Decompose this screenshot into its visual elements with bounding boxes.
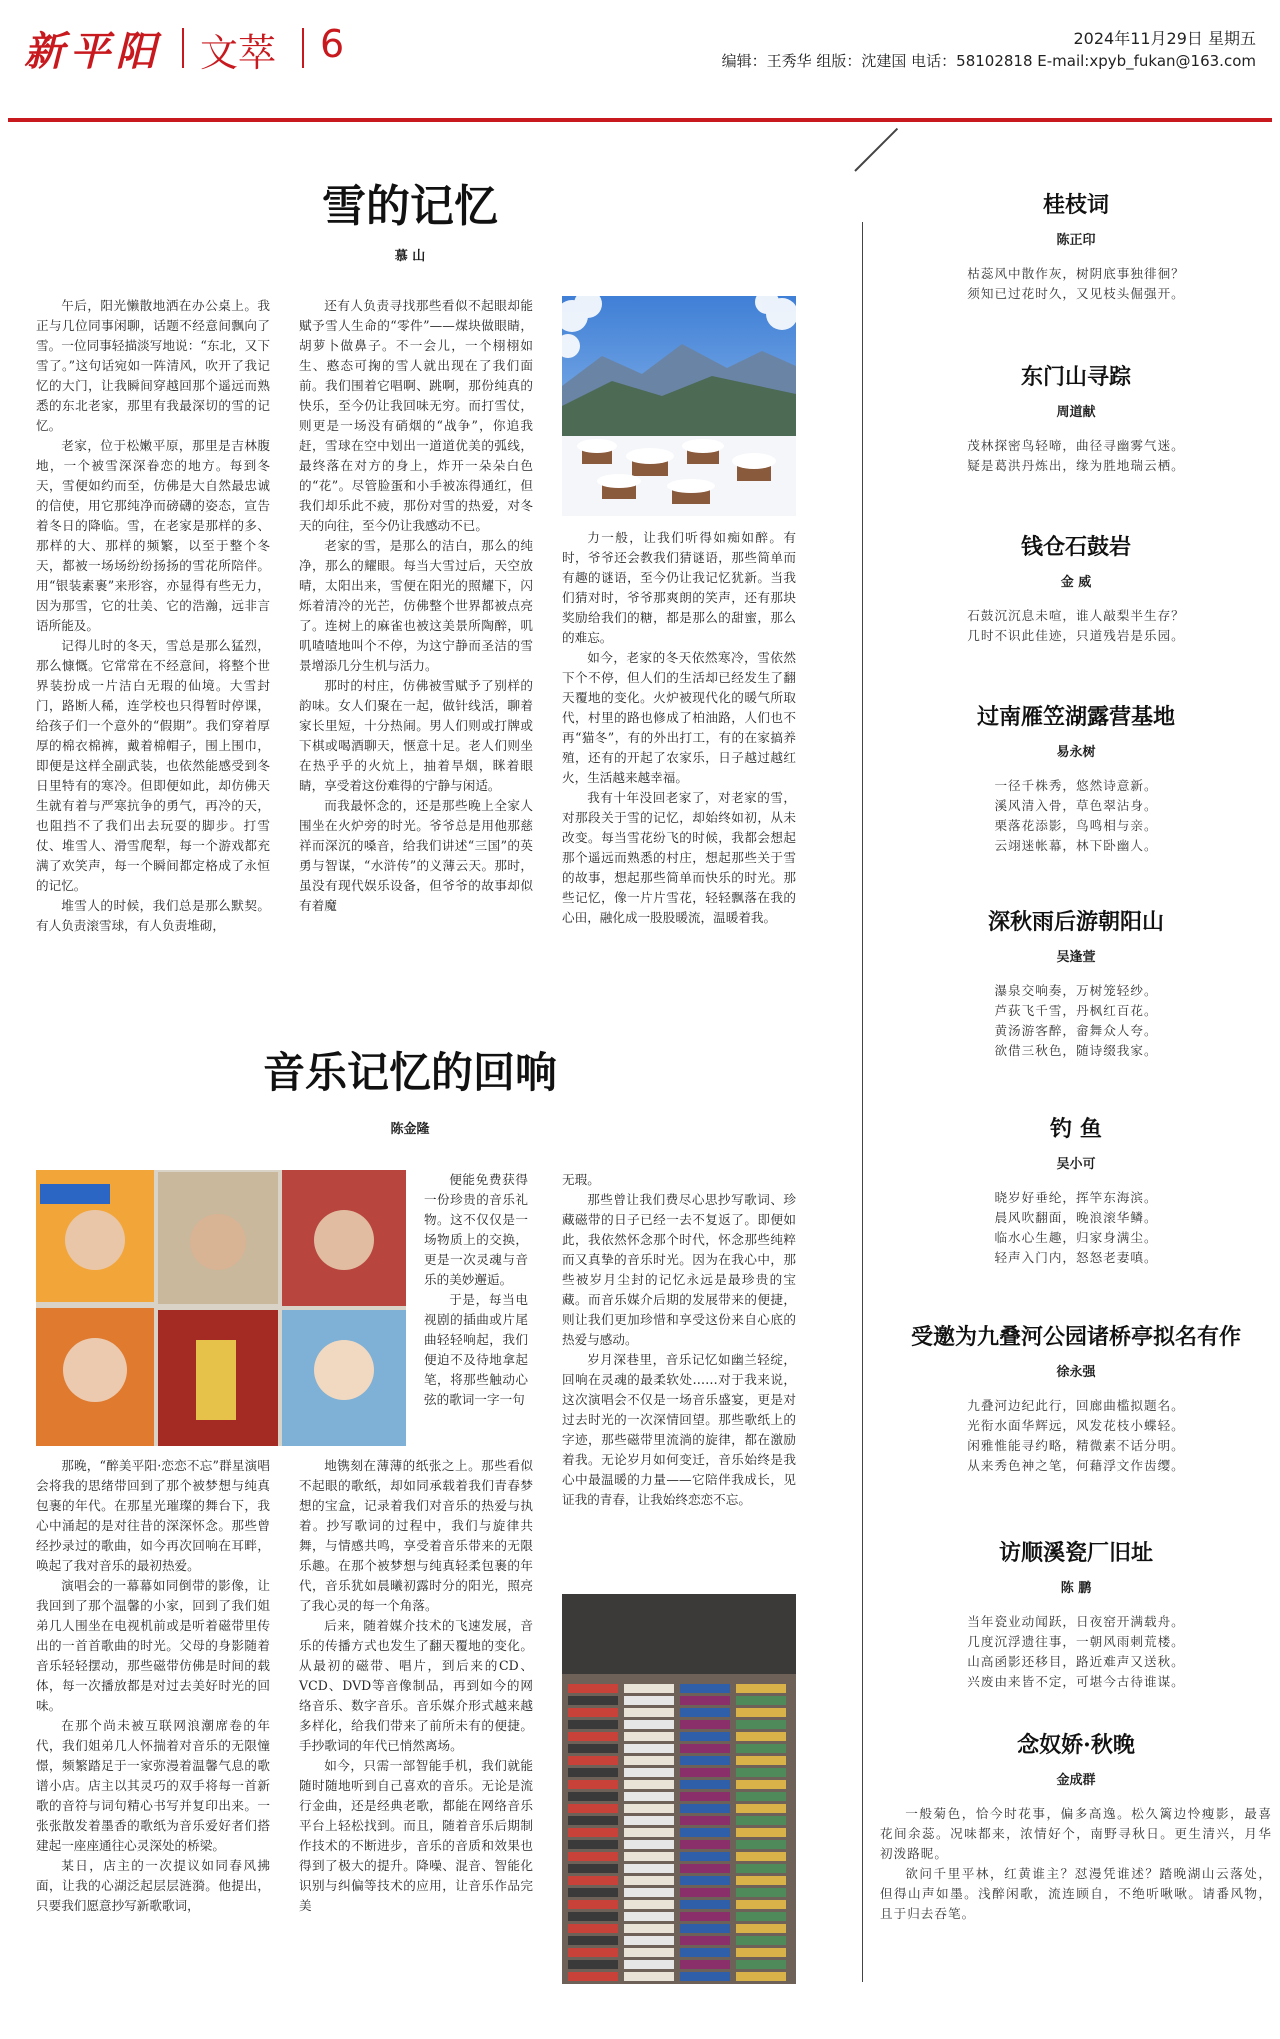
cassette-tape xyxy=(624,1936,674,1945)
poem-line: 溪风清入骨，草色翠沾身。 xyxy=(994,798,1158,813)
poem-line: 光衔水面华辉远，风发花枝小蝶轻。 xyxy=(967,1418,1185,1433)
article-column-1-top xyxy=(424,1170,528,1410)
poem-line: 黄汤游客醉，畲舞众人夸。 xyxy=(994,1023,1158,1038)
cassette-tape xyxy=(736,1972,786,1981)
cassette-tape xyxy=(736,1876,786,1885)
cassette-tape xyxy=(624,1768,674,1777)
paragraph: 地镌刻在薄薄的纸张之上。那些看似不起眼的歌纸，却如同承载着我们青春梦想的宝盒，记录着我们对音乐的热爱与执着。抄写歌词的过程中，我们与旋律共舞，与情感共鸣，享受着音乐带来的无限乐趣。在那个被梦想与纯真轻柔包裹的年代，音乐犹如晨曦初露时分的阳光，照亮了我心灵的每一个角落。 xyxy=(299,1458,533,1613)
poem-title: 钓 鱼 xyxy=(1050,1116,1102,1142)
article-author: 慕 山 xyxy=(394,249,426,264)
cassette-tape xyxy=(680,1828,730,1837)
article-column-1 xyxy=(36,296,270,936)
cassette-tape xyxy=(736,1768,786,1777)
poem-line: 一径千株秀，悠然诗意新。 xyxy=(994,778,1158,793)
cassette-tape xyxy=(624,1720,674,1729)
poem-paragraph: 欲问千里平林，红黄谁主？怼漫凭谁述？踏晚湖山云落处，但得山声如墨。浅醉闲歌，流连顾自，不绝听啾啾。请番风物，且于归去吞笔。 xyxy=(880,1866,1272,1921)
cassette-tape xyxy=(680,1852,730,1861)
cassette-tape xyxy=(736,1936,786,1945)
poem-line: 疑是葛洪丹炼出，缘为胜地瑞云栖。 xyxy=(967,458,1185,473)
issue-date: 2024年11月29日 星期五 xyxy=(1073,29,1256,48)
cassette-tape xyxy=(680,1720,730,1729)
cassette-tape xyxy=(736,1684,786,1693)
poem-line: 欲借三秋色，随诗缀我家。 xyxy=(994,1043,1158,1058)
cassette-tape xyxy=(736,1804,786,1813)
cassette-tape xyxy=(624,1900,674,1909)
cassette-tape xyxy=(736,1708,786,1717)
cassette-tape xyxy=(680,1732,730,1741)
poem xyxy=(880,1112,1272,1268)
cassette-tape xyxy=(736,1792,786,1801)
poem-body xyxy=(880,264,1272,304)
poem-line: 从来秀色神之笔，何藉浮文作齿缨。 xyxy=(967,1458,1185,1473)
article-title: 音乐记忆的回响 xyxy=(262,1048,557,1097)
cassette-tape xyxy=(736,1744,786,1753)
column-divider xyxy=(862,222,863,1982)
poem-body xyxy=(880,1396,1272,1476)
cassette-tape xyxy=(568,1684,618,1693)
cassette-tape xyxy=(736,1732,786,1741)
cassette-tape xyxy=(568,1720,618,1729)
cassette-tape xyxy=(680,1972,730,1981)
cassette-tape xyxy=(680,1804,730,1813)
article-column-3 xyxy=(562,1170,796,1510)
poem-title: 桂枝词 xyxy=(1042,192,1109,218)
cassette-tape xyxy=(680,1780,730,1789)
paragraph: 那时的村庄，仿佛被雪赋予了别样的韵味。女人们聚在一起，做针线活，聊着家长里短，十分热闹。男人们则或打牌或下棋或喝酒聊天，惬意十足。老人们则坐在热乎乎的火炕上，抽着旱烟，眯着眼睛，享受着这份难得的宁静与闲适。 xyxy=(299,678,533,793)
article-column-2 xyxy=(299,1456,533,1916)
cassette-tape xyxy=(568,1924,618,1933)
cassette-tape xyxy=(680,1936,730,1945)
poem-line: 几时不识此佳迹，只道残岩是乐园。 xyxy=(967,628,1185,643)
cassette-tape xyxy=(624,1828,674,1837)
cassette-tape xyxy=(624,1804,674,1813)
poem-line: 当年瓷业动闻跃，日夜窑开满载舟。 xyxy=(967,1614,1185,1629)
cassette-tape xyxy=(568,1840,618,1849)
cassette-tape xyxy=(568,1768,618,1777)
cassette-tape xyxy=(624,1876,674,1885)
poem-line: 栗落花添影，鸟鸣相与亲。 xyxy=(994,818,1158,833)
cassette-tape xyxy=(568,1804,618,1813)
cassette-tape xyxy=(680,1924,730,1933)
masthead-divider xyxy=(182,28,184,68)
poem-line: 山高函影还移目，路近难声又送秋。 xyxy=(967,1654,1185,1669)
cassette-tape xyxy=(680,1840,730,1849)
poem-title: 念奴娇·秋晚 xyxy=(1017,1732,1135,1758)
cassette-tape xyxy=(624,1948,674,1957)
cassette-tape xyxy=(680,1876,730,1885)
poem-title: 钱仓石鼓岩 xyxy=(1020,534,1131,560)
cassette-tape xyxy=(624,1972,674,1981)
poem xyxy=(880,1320,1272,1476)
cassette-tape xyxy=(568,1900,618,1909)
poem-title: 访顺溪瓷厂旧址 xyxy=(998,1540,1153,1566)
cassette-tape xyxy=(568,1972,618,1981)
masthead xyxy=(0,0,1280,124)
cassette-tape xyxy=(736,1828,786,1837)
poem-line: 晨风吹翻面，晚浪滚华鳞。 xyxy=(994,1210,1158,1225)
cassette-tape xyxy=(624,1888,674,1897)
cassette-tape xyxy=(680,1912,730,1921)
poem-body xyxy=(880,1188,1272,1268)
cassette-tape xyxy=(736,1720,786,1729)
poem-line: 石鼓沉沉息未喧，谁人敲梨半生存？ xyxy=(967,608,1185,623)
cassette-tape xyxy=(624,1960,674,1969)
poem xyxy=(880,188,1272,304)
page-number: 6 xyxy=(320,22,345,66)
cassette-tape xyxy=(680,1708,730,1717)
poem-author: 陈 鹏 xyxy=(1060,1581,1092,1596)
cassette-tape xyxy=(624,1852,674,1861)
cassette-tape xyxy=(736,1756,786,1765)
poem-line: 闲雅惟能寻约略，精微素不话分明。 xyxy=(967,1438,1185,1453)
snow-village-photo xyxy=(562,296,796,516)
cassette-tape xyxy=(680,1948,730,1957)
paragraph: 便能免费获得一份珍贵的音乐礼物。这不仅仅是一场物质上的交换，更是一次灵魂与音乐的美妙邂逅。 xyxy=(424,1172,528,1287)
cassette-tape xyxy=(680,1744,730,1753)
cassette-tape xyxy=(680,1756,730,1765)
cassette-tape xyxy=(568,1732,618,1741)
cassette-tape xyxy=(568,1960,618,1969)
poem-body xyxy=(880,1612,1272,1692)
masthead-divider xyxy=(302,28,304,68)
poem-author: 周道献 xyxy=(1056,405,1096,420)
article-column-2 xyxy=(299,296,533,916)
cassette-tape xyxy=(624,1696,674,1705)
cassette-tape xyxy=(568,1852,618,1861)
cassette-tape xyxy=(624,1924,674,1933)
poem xyxy=(880,1536,1272,1692)
paragraph: 午后，阳光懒散地洒在办公桌上。我正与几位同事闲聊，话题不经意间飘向了雪。一位同事轻描淡写地说：“东北，又下雪了。”这句话宛如一阵清风，吹开了我记忆的大门，让我瞬间穿越回那个遥远而熟悉的东北老家，那里有我最深切的雪的记忆。 xyxy=(36,298,270,433)
poem-line: 晓岁好垂纶，挥竿东海滨。 xyxy=(994,1190,1158,1205)
poem-title: 过南雁笠湖露营基地 xyxy=(976,704,1175,730)
cassette-tape xyxy=(736,1864,786,1873)
cassette-tape xyxy=(568,1744,618,1753)
paragraph: 那些曾让我们费尽心思抄写歌词、珍藏磁带的日子已经一去不复返了。即便如此，我依然怀念那个时代，怀念那些纯粹而又真挚的音乐时光。因为在我心中，那些被岁月尘封的记忆永远是最珍贵的宝藏。而音乐媒介后期的发展带来的便捷，则让我们更加珍惜和享受这份来自心底的热爱与感动。 xyxy=(562,1192,796,1347)
cassette-tape xyxy=(624,1840,674,1849)
cassette-tape xyxy=(680,1816,730,1825)
cassette-tape xyxy=(736,1924,786,1933)
cassette-tape xyxy=(736,1780,786,1789)
poem-line: 云翊迷帐幕，林下卧幽人。 xyxy=(994,838,1158,853)
cassette-tape xyxy=(624,1792,674,1801)
cassette-tape xyxy=(624,1756,674,1765)
paragraph: 无瑕。 xyxy=(562,1172,600,1187)
paragraph: 在那个尚未被互联网浪潮席卷的年代，我们姐弟几人怀揣着对音乐的无限憧憬，频繁踏足于一家弥漫着温馨气息的歌谱小店。店主以其灵巧的双手将每一首新歌的音符与词句精心书写并复印出来。一张张散发着墨香的歌纸为音乐爱好者们搭建起一座座通往心灵深处的桥梁。 xyxy=(36,1718,270,1853)
poem-line: 茂林探密鸟轻啼，曲径寻幽雾气迷。 xyxy=(967,438,1185,453)
cassette-tape xyxy=(624,1732,674,1741)
cassette-tape xyxy=(680,1864,730,1873)
article-column-3 xyxy=(562,528,796,928)
cassette-tape xyxy=(568,1696,618,1705)
poem-author: 吴逢萱 xyxy=(1056,950,1096,965)
paragraph: 老家，位于松嫩平原，那里是吉林腹地，一个被雪深深眷恋的地方。每到冬天，雪便如约而至，仿佛是大自然最忠诚的信使，用它那纯净而磅礴的姿态，宣告着冬日的降临。雪，在老家是那样的多、那样的大、那样的频繁，以至于整个冬天，都被一场场纷纷扬扬的雪花所陪伴。用“银装素裹”来形容，亦显得有些无力，因为那雪，它的壮美、它的浩瀚，远非言语所能及。 xyxy=(36,438,270,633)
cassette-tape xyxy=(568,1864,618,1873)
cassette-tape xyxy=(680,1768,730,1777)
poem-body xyxy=(880,436,1272,476)
cassette-tape xyxy=(736,1960,786,1969)
cassette-tape xyxy=(624,1780,674,1789)
poem-author: 易永树 xyxy=(1056,745,1096,760)
paragraph: 演唱会的一幕幕如同倒带的影像，让我回到了那个温馨的小家，回到了我们姐弟几人围坐在电视机前或是听着磁带里传出的一首首歌曲的时光。父母的身影随着音乐轻轻摆动，那些磁带仿佛是时间的载体，每一次播放都是对过去美好时光的回味。 xyxy=(36,1578,270,1713)
album-covers-photo xyxy=(36,1170,406,1446)
poem xyxy=(880,530,1272,646)
cassette-tape xyxy=(624,1864,674,1873)
cassette-tape xyxy=(736,1852,786,1861)
newspaper-logo: 新平阳 xyxy=(24,28,162,75)
cassette-tape xyxy=(736,1696,786,1705)
paragraph: 而我最怀念的，还是那些晚上全家人围坐在火炉旁的时光。爷爷总是用他那慈祥而深沉的嗓音，给我们讲述“三国”的英勇与智谋，“水浒传”的义薄云天。那时，虽没有现代娱乐设备，但爷爷的故事却似有着魔 xyxy=(299,798,533,913)
poem-author: 陈正印 xyxy=(1056,233,1096,248)
poem-line: 须知已过花时久，又见枝头倔强开。 xyxy=(967,286,1185,301)
cassette-tape xyxy=(568,1780,618,1789)
cassette-tape xyxy=(736,1948,786,1957)
editor-credits: 编辑：王秀华 组版：沈建国 电话：58102818 E-mail:xpyb_fukan@163.com xyxy=(721,52,1256,70)
cassette-tape xyxy=(680,1900,730,1909)
poem-line: 轻声入门内，怒怒老妻嗔。 xyxy=(994,1250,1158,1265)
cassette-tape xyxy=(680,1684,730,1693)
poem-title: 东门山寻踪 xyxy=(1020,364,1131,390)
poem-author: 吴小可 xyxy=(1056,1157,1096,1172)
cassette-tape xyxy=(624,1708,674,1717)
cassette-tape xyxy=(568,1792,618,1801)
poem-line: 枯蕊风中散作灰，树阴底事独徘徊？ xyxy=(967,266,1185,281)
column-divider-diagonal xyxy=(854,128,898,172)
cassette-tape xyxy=(736,1912,786,1921)
cassette-tape xyxy=(624,1744,674,1753)
paragraph: 堆雪人的时候，我们总是那么默契。有人负责滚雪球，有人负责堆砌， xyxy=(36,898,270,933)
paragraph: 力一般，让我们听得如痴如醉。有时，爷爷还会教我们猜谜语，那些简单而有趣的谜语，至今仍让我记忆犹新。当我们猜对时，爷爷那爽朗的笑声，还有那块奖励给我们的糖，都是那么的甜蜜，那么的难忘。 xyxy=(562,530,796,645)
paragraph: 如今，老家的冬天依然寒冷，雪依然下个不停，但人们的生活却已经发生了翻天覆地的变化。火炉被现代化的暖气所取代，村里的路也修成了柏油路，人们也不再“猫冬”，有的外出打工，有的在家搞养殖，还有的开起了农家乐，日子越过越红火，生活越来越幸福。 xyxy=(562,650,796,785)
cassette-tape xyxy=(568,1708,618,1717)
poem-title: 受邀为九叠河公园诸桥亭拟名有作 xyxy=(910,1324,1241,1350)
cassette-tape xyxy=(736,1888,786,1897)
article-author: 陈金隆 xyxy=(390,1122,430,1137)
poem xyxy=(880,700,1272,856)
section-name: 文萃 xyxy=(200,31,277,75)
poem-line: 芦荻飞千雪，丹枫红百花。 xyxy=(994,1003,1158,1018)
cassette-tapes-photo xyxy=(562,1594,796,1984)
poem-author: 金成群 xyxy=(1056,1773,1096,1788)
cassette-tape xyxy=(624,1816,674,1825)
poem xyxy=(880,1728,1272,1924)
poem xyxy=(880,360,1272,476)
cassette-tape xyxy=(568,1948,618,1957)
cassette-tape xyxy=(680,1888,730,1897)
paragraph: 如今，只需一部智能手机，我们就能随时随地听到自己喜欢的音乐。无论是流行金曲，还是经典老歌，都能在网络音乐平台上轻松找到。而且，随着音乐后期制作技术的不断进步，音乐的音质和效果也得到了极大的提升。降噪、混音、智能化识别与纠偏等技术的应用，让音乐作品完美 xyxy=(299,1758,533,1913)
cassette-tape xyxy=(568,1816,618,1825)
poem-line: 兴废由来皆不定，可堪今古待谁谋。 xyxy=(967,1674,1185,1689)
article-column-1 xyxy=(36,1456,270,1916)
cassette-tape xyxy=(736,1900,786,1909)
cassette-tape xyxy=(568,1888,618,1897)
poem xyxy=(880,905,1272,1061)
poem-author: 徐永强 xyxy=(1056,1365,1096,1380)
cassette-tape xyxy=(624,1684,674,1693)
poem-line: 瀑泉交响奏，万树笼轻纱。 xyxy=(994,983,1158,998)
paragraph: 我有十年没回老家了，对老家的雪，对那段关于雪的记忆，却始终如初，从未改变。每当雪花纷飞的时候，我都会想起那个遥远而熟悉的村庄，想起那些关于雪的故事，想起那些简单而快乐的时光。那些记忆，像一片片雪花，轻轻飘落在我的心田，融化成一股股暖流，温暖着我。 xyxy=(562,790,796,925)
cassette-tape xyxy=(624,1912,674,1921)
poem-author: 金 威 xyxy=(1060,575,1092,590)
cassette-tape xyxy=(568,1912,618,1921)
poem-title: 深秋雨后游朝阳山 xyxy=(987,909,1164,935)
masthead-rule xyxy=(8,118,1272,122)
paragraph: 还有人负责寻找那些看似不起眼却能赋予雪人生命的“零件”——煤块做眼睛，胡萝卜做鼻子。不一会儿，一个栩栩如生、憨态可掬的雪人就出现在了我们面前。我们围着它唱啊、跳啊，那份纯真的快乐，至今仍让我回味无穷。而打雪仗，则更是一场没有硝烟的“战争”，你追我赶，雪球在空中划出一道道优美的弧线，最终落在对方的身上，炸开一朵朵白色的“花”。尽管脸蛋和小手被冻得通红，但我们却乐此不疲，那份对雪的热爱，对冬天的向往，至今仍让我感动不已。 xyxy=(299,298,533,533)
cassette-tape xyxy=(568,1756,618,1765)
poem-line: 几度沉浮遗往事，一朝风雨刺荒楼。 xyxy=(967,1634,1185,1649)
poem-body xyxy=(880,776,1272,856)
paragraph: 岁月深巷里，音乐记忆如幽兰轻绽，回响在灵魂的最柔软处……对于我来说，这次演唱会不仅是一场音乐盛宴，更是对过去时光的一次深情回望。那些歌纸上的字迹，那些磁带里流淌的旋律，都在激励着我。无论岁月如何变迁，音乐始终是我心中最温暖的力量——它陪伴我成长，见证我的青春，让我始终恋恋不忘。 xyxy=(562,1352,796,1507)
paragraph: 老家的雪，是那么的洁白，那么的纯净，那么的耀眼。每当大雪过后，天空放晴，太阳出来，雪便在阳光的照耀下，闪烁着清冷的光芒，仿佛整个世界都被点亮了。连树上的麻雀也被这美景所陶醉，叽叽喳喳地叫个不停，为这宁静而圣洁的雪景增添几分生机与活力。 xyxy=(299,538,533,673)
poem-line: 九叠河边纪此行，回廊曲槛拟题名。 xyxy=(967,1398,1185,1413)
poem-paragraph: 一般菊色，恰今时花事，偏多高逸。松久篱边怜瘦影，最喜花间余蕊。况味都来，浓情好个，南野寻秋日。更生清兴，月华初泼路昵。 xyxy=(880,1806,1272,1861)
poem-body xyxy=(880,981,1272,1061)
paragraph: 记得儿时的冬天，雪总是那么猛烈，那么慷慨。它常常在不经意间，将整个世界装扮成一片洁白无瑕的仙境。大雪封门，路断人稀，连学校也只得暂时停课，给孩子们一个意外的“假期”。我们穿着厚厚的棉衣棉裤，戴着棉帽子，围上围巾，即便是这样全副武装，也依然能感受到冬日里特有的寒冷。但即便如此，却仿佛天生就有着与严寒抗争的勇气，再冷的天，也阻挡不了我们出去玩耍的脚步。打雪仗、堆雪人、滑雪爬犁，每一个游戏都充满了欢笑声，每一个瞬间都定格成了永恒的记忆。 xyxy=(36,638,270,893)
cassette-tape xyxy=(568,1936,618,1945)
cassette-tape xyxy=(736,1840,786,1849)
cassette-tape xyxy=(680,1960,730,1969)
cassette-tape xyxy=(680,1792,730,1801)
paragraph: 于是，每当电视剧的插曲或片尾曲轻轻响起，我们便迫不及待地拿起笔，将那些触动心弦的歌词一字一句 xyxy=(424,1292,528,1407)
article-title: 雪的记忆 xyxy=(322,181,498,232)
cassette-tape xyxy=(680,1696,730,1705)
cassette-tape xyxy=(568,1876,618,1885)
paragraph: 那晚，“醉美平阳·恋恋不忘”群星演唱会将我的思绪带回到了那个被梦想与纯真包裹的年代。在那星光璀璨的舞台下，我心中涌起的是对往昔的深深怀念。那些曾经抄录过的歌曲，如今再次回响在耳畔，唤起了我对音乐的最初热爱。 xyxy=(36,1458,270,1573)
paragraph: 后来，随着媒介技术的飞速发展，音乐的传播方式也发生了翻天覆地的变化。从最初的磁带、唱片，到后来的CD、VCD、DVD等音像制品，再到如今的网络音乐、数字音乐。音乐媒介形式越来越多样化，给我们带来了前所未有的便捷。手抄歌词的年代已悄然离场。 xyxy=(299,1618,533,1753)
cassette-tape xyxy=(736,1816,786,1825)
paragraph: 某日，店主的一次提议如同春风拂面，让我的心湖泛起层层涟漪。他提出，只要我们愿意抄写新歌歌词， xyxy=(36,1858,270,1913)
poem-line: 临水心生趣，归家身满尘。 xyxy=(994,1230,1158,1245)
cassette-tape xyxy=(568,1828,618,1837)
poem-body xyxy=(880,606,1272,646)
